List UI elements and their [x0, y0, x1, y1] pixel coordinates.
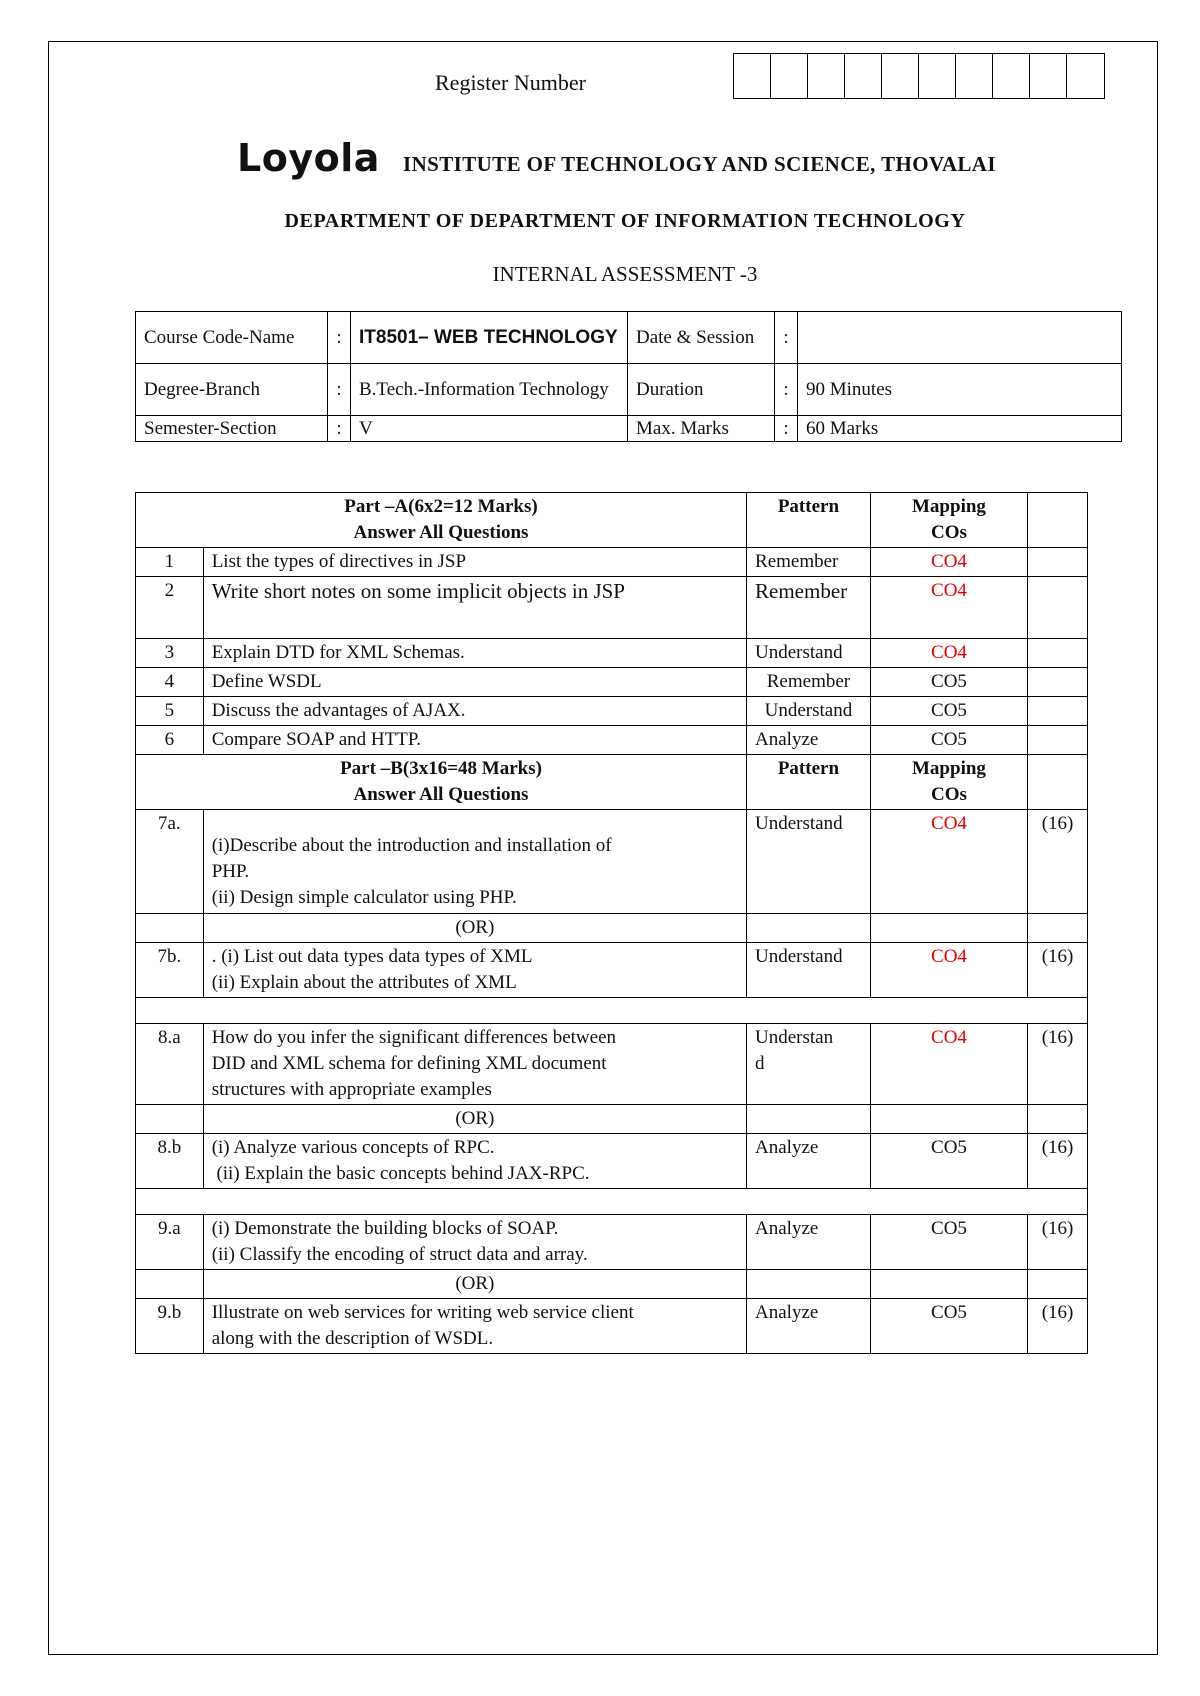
spacer-row: [136, 1189, 1088, 1215]
table-row: [136, 639, 1088, 668]
question-co: CO5: [870, 1134, 1027, 1189]
question-number: 8.b: [136, 1134, 204, 1189]
question-number: 9.a: [136, 1215, 204, 1270]
part-b-title: Part –B(3x16=48 Marks): [340, 758, 542, 779]
table-row: [136, 1024, 1088, 1105]
semester-label: Semester-Section: [136, 416, 328, 442]
mapping-header: Mapping: [912, 496, 986, 517]
table-row: [136, 1215, 1088, 1270]
question-co: CO5: [870, 1215, 1027, 1270]
question-co: CO5: [870, 726, 1027, 755]
or-label: (OR): [203, 1105, 746, 1134]
question-line: (ii) Design simple calculator using PHP.: [211, 887, 517, 908]
course-value: IT8501– WEB TECHNOLOGY: [351, 312, 628, 364]
question-number: 2: [136, 577, 204, 639]
question-number: 4: [136, 668, 204, 697]
date-label: Date & Session: [628, 312, 775, 364]
or-label: (OR): [203, 914, 746, 943]
question-pattern: Analyze: [747, 1134, 871, 1189]
question-pattern: Analyze: [747, 1215, 871, 1270]
table-row: [136, 1299, 1088, 1354]
department-title: DEPARTMENT OF DEPARTMENT OF INFORMATION TECHNOLOGY: [284, 210, 966, 232]
question-co: CO4: [870, 548, 1027, 577]
marks-label: Max. Marks: [628, 416, 775, 442]
mapping-header: Mapping: [912, 758, 986, 779]
question-marks: (16): [1028, 1299, 1088, 1354]
question-line: DID and XML schema for defining XML document: [211, 1053, 607, 1074]
or-row: [136, 1270, 1088, 1299]
colon: :: [328, 416, 351, 442]
question-number: 7a.: [136, 810, 204, 914]
colon: :: [775, 416, 798, 442]
colon: :: [775, 364, 798, 416]
table-row: [136, 726, 1088, 755]
question-text: Compare SOAP and HTTP.: [203, 726, 746, 755]
or-row: [136, 914, 1088, 943]
or-label: (OR): [203, 1270, 746, 1299]
question-pattern: Understand: [747, 810, 871, 914]
question-pattern-wrap: d: [755, 1053, 765, 1074]
register-box[interactable]: [1030, 54, 1067, 98]
question-line: along with the description of WSDL.: [211, 1328, 494, 1349]
question-co: CO5: [870, 668, 1027, 697]
assessment-title: INTERNAL ASSESSMENT -3: [492, 262, 758, 286]
question-line: (i) Analyze various concepts of RPC.: [211, 1137, 495, 1158]
question-number: 5: [136, 697, 204, 726]
table-row: [136, 548, 1088, 577]
register-box[interactable]: [1067, 54, 1104, 98]
cos-header: COs: [931, 784, 967, 805]
or-row: [136, 1105, 1088, 1134]
question-text: List the types of directives in JSP: [203, 548, 746, 577]
duration-label: Duration: [628, 364, 775, 416]
part-b-header: [136, 755, 1088, 810]
question-line: Illustrate on web services for writing web service client: [211, 1302, 634, 1323]
register-box[interactable]: [993, 54, 1030, 98]
question-line: . (i) List out data types data types of XML: [211, 946, 533, 967]
questions-table: [135, 492, 1088, 1354]
register-box[interactable]: [734, 54, 771, 98]
question-pattern: Understand: [747, 697, 871, 726]
question-line: How do you infer the significant differences between: [211, 1027, 617, 1048]
duration-value: 90 Minutes: [798, 364, 1122, 416]
question-co: CO4: [870, 1024, 1027, 1105]
question-line: (i) Demonstrate the building blocks of SOAP.: [211, 1218, 559, 1239]
register-box[interactable]: [845, 54, 882, 98]
table-row: [136, 810, 1088, 914]
course-label: Course Code-Name: [136, 312, 328, 364]
question-marks: (16): [1028, 943, 1088, 998]
register-box[interactable]: [919, 54, 956, 98]
question-co: CO4: [870, 639, 1027, 668]
question-pattern: Remember: [747, 548, 871, 577]
question-line: (i)Describe about the introduction and installation of: [211, 835, 612, 856]
part-b-subtitle: Answer All Questions: [353, 784, 529, 805]
question-co: CO4: [870, 943, 1027, 998]
table-row: [136, 697, 1088, 726]
register-box[interactable]: [808, 54, 845, 98]
question-pattern: Analyze: [747, 1299, 871, 1354]
institute-name: INSTITUTE OF TECHNOLOGY AND SCIENCE, THOVALAI: [403, 152, 996, 176]
register-number-label: Register Number: [435, 70, 586, 95]
question-co: CO4: [870, 577, 1027, 639]
question-number: 8.a: [136, 1024, 204, 1105]
colon: :: [775, 312, 798, 364]
colon: :: [328, 364, 351, 416]
register-box[interactable]: [882, 54, 919, 98]
question-line: (ii) Classify the encoding of struct data and array.: [211, 1244, 588, 1265]
colon: :: [328, 312, 351, 364]
question-text: Discuss the advantages of AJAX.: [203, 697, 746, 726]
register-number-boxes: [733, 53, 1105, 99]
degree-label: Degree-Branch: [136, 364, 328, 416]
question-co: CO5: [870, 697, 1027, 726]
spacer-row: [136, 998, 1088, 1024]
table-row: [136, 577, 1088, 639]
register-box[interactable]: [771, 54, 808, 98]
question-text: Write short notes on some implicit objects in JSP: [203, 577, 746, 639]
question-line: (ii) Explain about the attributes of XML: [211, 972, 517, 993]
part-a-header: [136, 493, 1088, 548]
question-marks: (16): [1028, 810, 1088, 914]
pattern-header: Pattern: [747, 755, 871, 810]
question-text: Explain DTD for XML Schemas.: [203, 639, 746, 668]
part-a-title: Part –A(6x2=12 Marks): [344, 496, 538, 517]
question-pattern: Understand: [747, 943, 871, 998]
question-pattern: Understand: [747, 639, 871, 668]
question-pattern: Remember: [747, 577, 871, 639]
table-row: [136, 668, 1088, 697]
semester-value: V: [351, 416, 628, 442]
question-marks: (16): [1028, 1215, 1088, 1270]
marks-value: 60 Marks: [798, 416, 1122, 442]
question-line: structures with appropriate examples: [211, 1079, 492, 1100]
question-line: PHP.: [211, 861, 250, 882]
question-number: 9.b: [136, 1299, 204, 1354]
question-text: Define WSDL: [203, 668, 746, 697]
question-pattern: Remember: [747, 668, 871, 697]
table-row: [136, 1134, 1088, 1189]
register-box[interactable]: [956, 54, 993, 98]
question-number: 1: [136, 548, 204, 577]
cos-header: COs: [931, 522, 967, 543]
question-number: 3: [136, 639, 204, 668]
question-marks: (16): [1028, 1024, 1088, 1105]
question-pattern: Understan: [755, 1027, 834, 1048]
date-value: [798, 312, 1122, 364]
course-info-table: [135, 311, 1122, 442]
question-co: CO5: [870, 1299, 1027, 1354]
question-number: 6: [136, 726, 204, 755]
part-a-subtitle: Answer All Questions: [353, 522, 529, 543]
question-marks: (16): [1028, 1134, 1088, 1189]
question-line: (ii) Explain the basic concepts behind JAX-RPC.: [211, 1163, 590, 1184]
question-co: CO4: [870, 810, 1027, 914]
degree-value: B.Tech.-Information Technology: [351, 364, 628, 416]
question-pattern: Analyze: [747, 726, 871, 755]
table-row: [136, 943, 1088, 998]
institute-logo-text: Loyola: [237, 136, 380, 180]
pattern-header: Pattern: [747, 493, 871, 548]
question-number: 7b.: [136, 943, 204, 998]
